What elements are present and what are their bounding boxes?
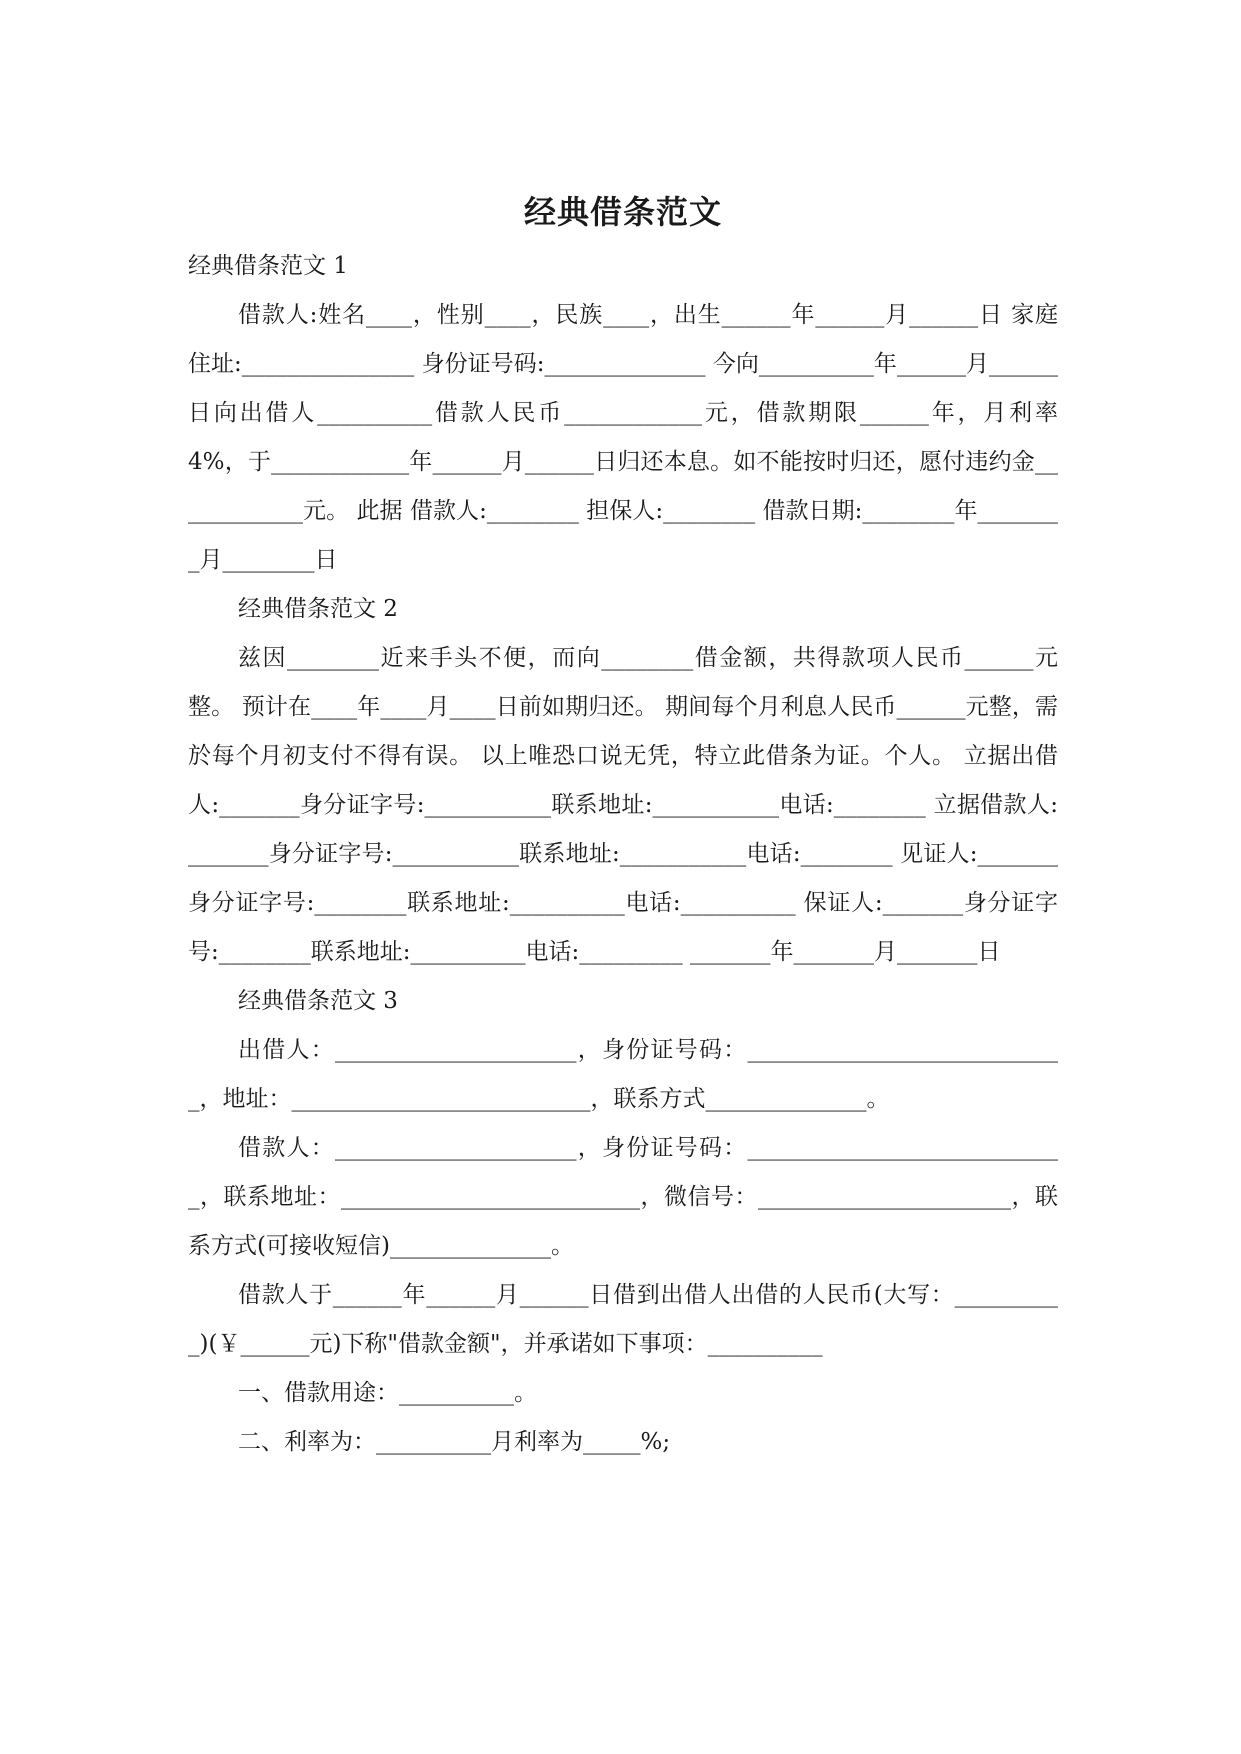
section-heading-1: 经典借条范文 1 [188,253,348,279]
document-page [188,188,1058,1467]
section-3-lender-paragraph: 出借人：_____________________，身份证号码：____________________________，地址：__________________________，联系方式______________。 [188,1037,1058,1112]
section-2-paragraph-1: 兹因________近来手头不便，而向________借金额，共得款项人民币______元整。 预计在____年____月____日前如期归还。 期间每个月利息人民币______元整，需於每个月初支付不得有误。 以上唯恐口说无凭，特立此借条为证。个人。 立据出借人:_______身分证字号:___________联系地址:___________电话:________ 立据借款人:_______身分证字号:___________联系地址:___________电话:________ 见证人:_______身分证字号:________联系地址:__________电话:__________ 保证人:_______身分证字号:________联系地址:__________电话:_________ _______年_______月_______日 [188,645,1058,965]
section-3-loan-paragraph: 借款人于______年______月______日借到出借人出借的人民币(大写：__________)(￥______元)下称"借款金额"，并承诺如下事项：__________ [188,1282,1058,1357]
section-1-paragraph-1: 借款人:姓名____，性别____，民族____，出生______年______月______日 家庭住址:_______________ 身份证号码:______________ 今向__________年______月______日向出借人__________借款人民币____________元，借款期限______年，月利率 4%，于____________年______月______日归还本息。如不能按时归还，愿付违约金____________元。 此据 借款人:________ 担保人:________ 借款日期:________年________月________日 [188,302,1059,573]
section-3-interest-clause: 二、利率为：__________月利率为_____%; [238,1429,671,1455]
section-heading-2: 经典借条范文 2 [238,596,398,622]
section-3-borrower-paragraph: 借款人：_____________________，身份证号码：____________________________，联系地址：__________________________，微信号：______________________，联系方式(可接收短信)______________。 [188,1135,1058,1259]
section-heading-3: 经典借条范文 3 [238,988,398,1014]
document-title: 经典借条范文 [523,193,722,231]
section-3-purpose-clause: 一、借款用途：__________。 [238,1380,537,1406]
